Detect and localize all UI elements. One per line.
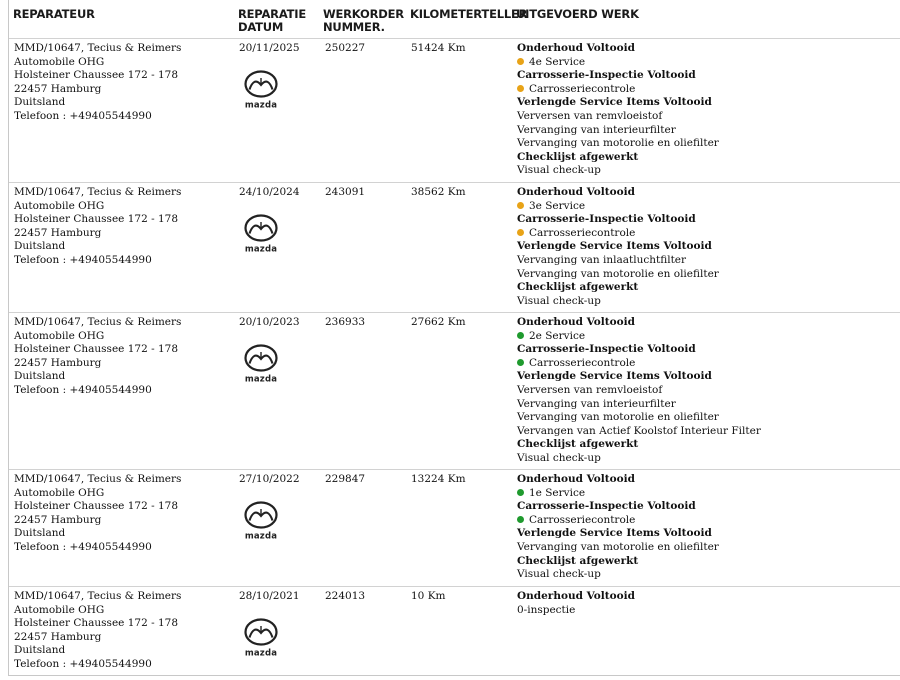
repairer-line: Telefoon : +49405544990 <box>14 657 152 670</box>
work-item <box>517 514 897 528</box>
status-dot-icon <box>517 58 524 65</box>
work-section-heading <box>517 186 897 200</box>
work-item-text: Onderhoud Voltooid <box>517 186 635 198</box>
work-section-heading <box>517 240 897 254</box>
work-item <box>517 56 897 70</box>
work-item-text: Visual check-up <box>517 451 601 464</box>
work-item <box>517 164 897 178</box>
repairer-line: Telefoon : +49405544990 <box>14 540 152 553</box>
header-datum-line2: DATUM <box>238 20 284 34</box>
work-item <box>517 295 897 309</box>
work-item-text: Vervanging van interieurfilter <box>517 397 676 410</box>
repairer-line: MMD/10647, Tecius & Reimers Automobile OHG <box>14 186 182 212</box>
repairer-line: 22457 Hamburg <box>14 82 102 95</box>
work-item-text: Vervanging van motorolie en oliefilter <box>517 267 719 280</box>
work-item <box>517 268 897 282</box>
work-item-text: Verlengde Service Items Voltooid <box>517 527 712 540</box>
repairer-line: Telefoon : +49405544990 <box>14 253 152 266</box>
odometer-reading: 38562 Km <box>411 186 466 198</box>
status-dot-icon <box>517 489 524 496</box>
work-item-text: 2e Service <box>529 329 586 342</box>
header-kilometerteller <box>410 8 527 21</box>
mazda-logo-icon <box>241 617 281 659</box>
work-item-text: Vervanging van motorolie en oliefilter <box>517 540 719 553</box>
mazda-logo-icon <box>241 500 281 542</box>
status-dot-icon <box>517 202 524 209</box>
work-item <box>517 452 897 466</box>
work-item <box>517 384 897 398</box>
header-werk-label: UITGEVOERD WERK <box>516 7 639 21</box>
work-item-text: Carrosserie-Inspectie Voltooid <box>517 500 696 513</box>
repairer-cell <box>14 590 240 672</box>
work-item-text: Carrosserie-Inspectie Voltooid <box>517 213 696 226</box>
table-row <box>9 182 900 313</box>
repairer-line: Duitsland <box>14 527 66 540</box>
work-item-text: Carrosserie-Inspectie Voltooid <box>517 69 696 82</box>
repairer-line: Holsteiner Chaussee 172 - 178 <box>14 617 179 630</box>
work-item <box>517 604 897 618</box>
table-row <box>9 312 900 470</box>
work-item <box>517 487 897 501</box>
repairer-line: Telefoon : +49405544990 <box>14 383 152 396</box>
repairer-line: Holsteiner Chaussee 172 - 178 <box>14 343 179 356</box>
work-item <box>517 411 897 425</box>
mazda-logo-icon <box>241 343 281 385</box>
work-performed-cell <box>517 316 897 466</box>
repair-date: 20/10/2023 <box>239 316 300 328</box>
header-datum-line1: REPARATIE <box>238 7 307 21</box>
work-section-heading <box>517 500 897 514</box>
header-reparateur <box>13 8 95 21</box>
work-item-text: Carrosseriecontrole <box>529 356 636 369</box>
work-section-heading <box>517 151 897 165</box>
odometer-reading: 51424 Km <box>411 42 466 54</box>
repairer-line: Duitsland <box>14 644 66 657</box>
header-werkorder-line2: NUMMER. <box>323 20 385 34</box>
status-dot-icon <box>517 332 524 339</box>
repairer-line: Holsteiner Chaussee 172 - 178 <box>14 500 179 513</box>
repairer-line: MMD/10647, Tecius & Reimers Automobile OHG <box>14 316 182 342</box>
work-order-number: 236933 <box>325 316 366 328</box>
work-item <box>517 330 897 344</box>
work-item-text: Visual check-up <box>517 568 601 581</box>
work-item-text: Checklijst afgewerkt <box>517 150 639 163</box>
mazda-wordmark: mazda <box>244 244 278 255</box>
work-performed-cell <box>517 42 897 178</box>
repairer-line: Holsteiner Chaussee 172 - 178 <box>14 213 179 226</box>
work-section-heading <box>517 473 897 487</box>
table-row <box>9 469 900 587</box>
work-performed-cell <box>517 473 897 582</box>
mazda-wordmark: mazda <box>244 100 278 111</box>
work-item-text: Carrosserie-Inspectie Voltooid <box>517 343 696 356</box>
mazda-wordmark: mazda <box>244 531 278 542</box>
work-item-text: Verversen van remvloeistof <box>517 383 663 396</box>
work-section-heading <box>517 555 897 569</box>
work-item <box>517 398 897 412</box>
work-item <box>517 227 897 241</box>
work-item <box>517 254 897 268</box>
work-item <box>517 110 897 124</box>
work-item <box>517 568 897 582</box>
mazda-wordmark: mazda <box>244 648 278 659</box>
work-performed-cell <box>517 590 897 617</box>
work-section-heading <box>517 527 897 541</box>
work-item-text: Vervangen van Actief Koolstof Interieur Filter <box>517 424 761 437</box>
work-item-text: Vervanging van motorolie en oliefilter <box>517 137 719 150</box>
table-header <box>0 0 900 38</box>
work-item <box>517 83 897 97</box>
table-row <box>9 586 900 677</box>
mazda-logo-icon <box>241 69 281 111</box>
work-order-number: 243091 <box>325 186 366 198</box>
header-km-label: KILOMETERTELLER <box>410 7 528 21</box>
work-item-text: Carrosseriecontrole <box>529 513 636 526</box>
status-dot-icon <box>517 359 524 366</box>
status-dot-icon <box>517 229 524 236</box>
work-performed-cell <box>517 186 897 308</box>
work-item-text: Onderhoud Voltooid <box>517 42 635 54</box>
work-item <box>517 541 897 555</box>
mazda-logo-icon <box>241 213 281 255</box>
work-section-heading <box>517 42 897 56</box>
work-item-text: Checklijst afgewerkt <box>517 554 639 567</box>
work-section-heading <box>517 370 897 384</box>
repairer-line: Duitsland <box>14 96 66 109</box>
header-reparatie-datum <box>238 8 306 34</box>
table-bottom-border <box>8 675 900 676</box>
work-item-text: Visual check-up <box>517 164 601 177</box>
work-section-heading <box>517 213 897 227</box>
work-item-text: Vervanging van interieurfilter <box>517 123 676 136</box>
odometer-reading: 13224 Km <box>411 473 466 485</box>
work-section-heading <box>517 69 897 83</box>
work-section-heading <box>517 316 897 330</box>
status-dot-icon <box>517 85 524 92</box>
work-item-text: Vervanging van inlaatluchtfilter <box>517 253 687 266</box>
work-section-heading <box>517 281 897 295</box>
repairer-line: Duitsland <box>14 240 66 253</box>
repairer-line: MMD/10647, Tecius & Reimers Automobile OHG <box>14 473 182 499</box>
work-item-text: Verlengde Service Items Voltooid <box>517 240 712 253</box>
work-item-text: Vervanging van motorolie en oliefilter <box>517 411 719 424</box>
work-section-heading <box>517 343 897 357</box>
header-reparateur-label: REPARATEUR <box>13 7 95 21</box>
repairer-line: Telefoon : +49405544990 <box>14 109 152 122</box>
repairer-cell <box>14 473 240 555</box>
odometer-reading: 27662 Km <box>411 316 466 328</box>
work-item-text: Checklijst afgewerkt <box>517 438 639 451</box>
repairer-line: MMD/10647, Tecius & Reimers Automobile OHG <box>14 42 182 68</box>
repairer-line: 22457 Hamburg <box>14 226 102 239</box>
table-row <box>9 38 900 183</box>
repair-date: 24/10/2024 <box>239 186 300 198</box>
work-item-text: 0-inspectie <box>517 603 576 616</box>
work-item <box>517 200 897 214</box>
repairer-line: 22457 Hamburg <box>14 513 102 526</box>
header-werkorder-nummer <box>323 8 404 34</box>
odometer-reading: 10 Km <box>411 590 446 602</box>
work-order-number: 229847 <box>325 473 366 485</box>
work-item-text: Visual check-up <box>517 294 601 307</box>
work-item-text: Verversen van remvloeistof <box>517 109 663 122</box>
work-item-text: 4e Service <box>529 55 586 68</box>
work-item-text: 1e Service <box>529 486 586 499</box>
repair-date: 28/10/2021 <box>239 590 300 602</box>
work-item-text: Carrosseriecontrole <box>529 82 636 95</box>
header-uitgevoerd-werk <box>516 8 639 21</box>
mazda-wordmark: mazda <box>244 374 278 385</box>
work-item <box>517 124 897 138</box>
work-item-text: Verlengde Service Items Voltooid <box>517 96 712 109</box>
work-item-text: Carrosseriecontrole <box>529 226 636 239</box>
work-section-heading <box>517 96 897 110</box>
work-item-text: Onderhoud Voltooid <box>517 473 635 485</box>
work-order-number: 250227 <box>325 42 366 54</box>
repairer-line: 22457 Hamburg <box>14 630 102 643</box>
work-item-text: 3e Service <box>529 199 586 212</box>
repairer-line: MMD/10647, Tecius & Reimers Automobile OHG <box>14 590 182 616</box>
work-section-heading <box>517 590 897 604</box>
work-section-heading <box>517 438 897 452</box>
repair-date: 20/11/2025 <box>239 42 300 54</box>
repairer-line: 22457 Hamburg <box>14 356 102 369</box>
work-item <box>517 357 897 371</box>
work-item-text: Verlengde Service Items Voltooid <box>517 370 712 383</box>
work-order-number: 224013 <box>325 590 366 602</box>
repairer-line: Duitsland <box>14 370 66 383</box>
status-dot-icon <box>517 516 524 523</box>
repairer-cell <box>14 316 240 398</box>
repairer-line: Holsteiner Chaussee 172 - 178 <box>14 69 179 82</box>
work-item-text: Onderhoud Voltooid <box>517 590 635 602</box>
work-item <box>517 425 897 439</box>
work-item-text: Onderhoud Voltooid <box>517 316 635 328</box>
header-werkorder-line1: WERKORDER <box>323 7 404 21</box>
repairer-cell <box>14 42 240 124</box>
repairer-cell <box>14 186 240 268</box>
repair-date: 27/10/2022 <box>239 473 300 485</box>
work-item <box>517 137 897 151</box>
work-item-text: Checklijst afgewerkt <box>517 281 639 294</box>
